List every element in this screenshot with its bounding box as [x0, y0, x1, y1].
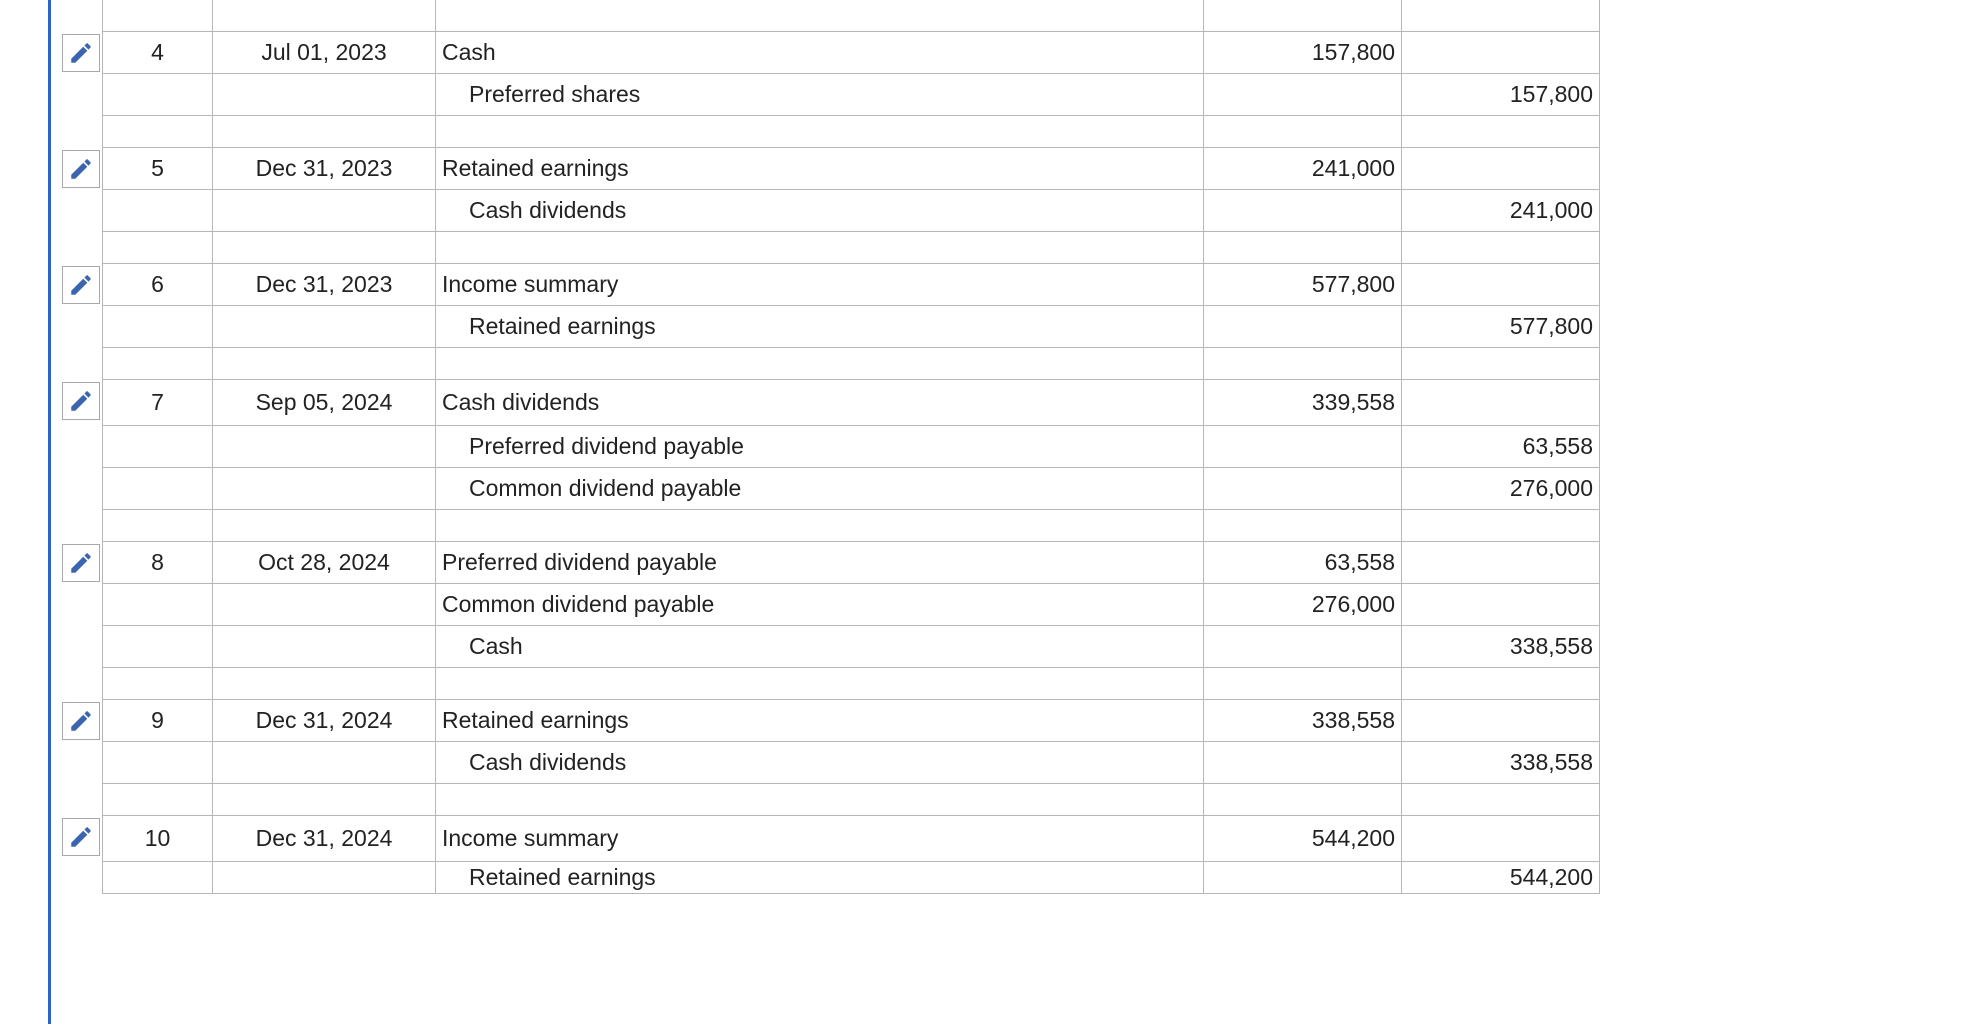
table-row — [103, 700, 1600, 742]
empty-cell — [436, 348, 1204, 380]
spacer-row — [103, 348, 1600, 380]
journal-body — [103, 0, 1600, 894]
edit-entry-button[interactable] — [62, 150, 100, 188]
empty-cell — [436, 668, 1204, 700]
debit-amount-text: 63,558 — [1324, 549, 1395, 575]
pencil-icon — [68, 40, 94, 66]
debit-amount — [1204, 626, 1402, 668]
table-row — [103, 426, 1600, 468]
empty-cell — [1402, 232, 1600, 264]
credit-account — [436, 468, 1204, 510]
empty-cell — [1402, 668, 1600, 700]
debit-account-text: Common dividend payable — [442, 591, 715, 617]
entry-number-text: 9 — [151, 707, 164, 733]
pencil-icon — [68, 388, 94, 414]
empty-cell — [1204, 0, 1402, 32]
debit-account — [436, 380, 1204, 426]
debit-amount — [1204, 468, 1402, 510]
empty-cell — [436, 510, 1204, 542]
spacer-row — [103, 232, 1600, 264]
entry-date-text: Dec 31, 2024 — [255, 707, 393, 733]
entry-number — [103, 32, 213, 74]
entry-number — [103, 306, 213, 348]
table-row — [103, 380, 1600, 426]
credit-account — [436, 190, 1204, 232]
table-row — [103, 468, 1600, 510]
journal-entries-table — [102, 0, 1600, 894]
empty-cell — [1402, 0, 1600, 32]
table-row — [103, 584, 1600, 626]
credit-amount — [1402, 264, 1600, 306]
entry-date-text: Oct 28, 2024 — [258, 549, 390, 575]
spacer-row — [103, 668, 1600, 700]
empty-cell — [213, 0, 436, 32]
credit-account — [436, 74, 1204, 116]
empty-cell — [103, 348, 213, 380]
credit-account-text: Retained earnings — [469, 864, 656, 890]
entry-number — [103, 584, 213, 626]
empty-cell — [213, 784, 436, 816]
table-row — [103, 264, 1600, 306]
debit-account — [436, 542, 1204, 584]
entry-number — [103, 862, 213, 894]
credit-account-text: Cash — [469, 633, 523, 659]
empty-cell — [103, 232, 213, 264]
empty-cell — [103, 116, 213, 148]
credit-amount — [1402, 816, 1600, 862]
entry-number-text: 8 — [151, 549, 164, 575]
table-row — [103, 542, 1600, 584]
credit-account — [436, 426, 1204, 468]
debit-amount-text: 544,200 — [1311, 825, 1395, 851]
credit-account — [436, 742, 1204, 784]
table-row — [103, 74, 1600, 116]
entry-date — [213, 426, 436, 468]
credit-account-text: Common dividend payable — [469, 475, 742, 501]
entry-date — [213, 742, 436, 784]
empty-cell — [213, 116, 436, 148]
credit-amount — [1402, 468, 1600, 510]
empty-cell — [103, 784, 213, 816]
empty-cell — [213, 348, 436, 380]
pencil-icon — [68, 824, 94, 850]
credit-account-text: Preferred shares — [469, 81, 641, 107]
debit-amount — [1204, 32, 1402, 74]
debit-amount — [1204, 742, 1402, 784]
debit-account — [436, 148, 1204, 190]
table-row — [103, 816, 1600, 862]
credit-amount-text: 544,200 — [1509, 864, 1593, 890]
empty-cell — [1402, 116, 1600, 148]
empty-cell — [436, 232, 1204, 264]
entry-number-text: 10 — [144, 825, 171, 851]
credit-account — [436, 306, 1204, 348]
credit-amount — [1402, 584, 1600, 626]
debit-amount — [1204, 306, 1402, 348]
table-row — [103, 148, 1600, 190]
debit-amount — [1204, 426, 1402, 468]
empty-cell — [436, 784, 1204, 816]
debit-amount — [1204, 542, 1402, 584]
credit-account-text: Cash dividends — [469, 749, 627, 775]
debit-amount — [1204, 264, 1402, 306]
entry-number — [103, 148, 213, 190]
empty-cell — [1204, 784, 1402, 816]
entry-date — [213, 584, 436, 626]
credit-amount — [1402, 148, 1600, 190]
credit-amount — [1402, 700, 1600, 742]
credit-amount — [1402, 32, 1600, 74]
credit-amount-text: 577,800 — [1509, 313, 1593, 339]
pencil-icon — [68, 708, 94, 734]
empty-cell — [1204, 232, 1402, 264]
credit-amount — [1402, 74, 1600, 116]
entry-number — [103, 542, 213, 584]
debit-amount — [1204, 380, 1402, 426]
entry-number — [103, 380, 213, 426]
credit-amount-text: 63,558 — [1522, 433, 1593, 459]
credit-amount — [1402, 190, 1600, 232]
entry-number — [103, 190, 213, 232]
entry-date — [213, 264, 436, 306]
entry-number — [103, 264, 213, 306]
debit-account-text: Income summary — [442, 825, 619, 851]
entry-date-text: Sep 05, 2024 — [255, 389, 393, 415]
debit-amount — [1204, 148, 1402, 190]
debit-amount — [1204, 584, 1402, 626]
entry-date — [213, 380, 436, 426]
credit-account-text: Retained earnings — [469, 313, 656, 339]
credit-amount-text: 241,000 — [1509, 197, 1593, 223]
empty-cell — [103, 0, 213, 32]
credit-account — [436, 626, 1204, 668]
debit-account-text: Cash dividends — [442, 389, 600, 415]
empty-cell — [436, 0, 1204, 32]
entry-date — [213, 148, 436, 190]
debit-account-text: Retained earnings — [442, 155, 629, 181]
debit-account-text: Preferred dividend payable — [442, 549, 717, 575]
credit-amount — [1402, 542, 1600, 584]
edit-entry-button[interactable] — [62, 544, 100, 582]
spacer-row — [103, 0, 1600, 32]
entry-date — [213, 468, 436, 510]
spacer-row — [103, 116, 1600, 148]
pencil-icon — [68, 156, 94, 182]
entry-date — [213, 32, 436, 74]
debit-amount — [1204, 74, 1402, 116]
entry-number — [103, 816, 213, 862]
entry-number — [103, 700, 213, 742]
credit-amount — [1402, 426, 1600, 468]
table-row — [103, 626, 1600, 668]
empty-cell — [103, 668, 213, 700]
table-row — [103, 862, 1600, 894]
table-row — [103, 32, 1600, 74]
credit-account — [436, 862, 1204, 894]
entry-number — [103, 426, 213, 468]
debit-amount-text: 276,000 — [1311, 591, 1395, 617]
debit-account — [436, 264, 1204, 306]
table-row — [103, 306, 1600, 348]
debit-amount — [1204, 190, 1402, 232]
entry-date — [213, 626, 436, 668]
debit-account-text: Retained earnings — [442, 707, 629, 733]
entry-date-text: Dec 31, 2023 — [255, 271, 393, 297]
edit-entry-button[interactable] — [62, 34, 100, 72]
edit-entry-button[interactable] — [62, 818, 100, 856]
entry-date-text: Jul 01, 2023 — [261, 39, 387, 65]
empty-cell — [213, 232, 436, 264]
credit-amount — [1402, 862, 1600, 894]
entry-number — [103, 74, 213, 116]
empty-cell — [1204, 668, 1402, 700]
spacer-row — [103, 784, 1600, 816]
entry-number-text: 6 — [151, 271, 164, 297]
entry-date — [213, 700, 436, 742]
table-row — [103, 742, 1600, 784]
credit-amount-text: 338,558 — [1509, 749, 1593, 775]
debit-amount-text: 577,800 — [1311, 271, 1395, 297]
credit-amount-text: 338,558 — [1509, 633, 1593, 659]
entry-date — [213, 306, 436, 348]
debit-account — [436, 584, 1204, 626]
edit-entry-button[interactable] — [62, 266, 100, 304]
credit-amount — [1402, 626, 1600, 668]
entry-date-text: Dec 31, 2024 — [255, 825, 393, 851]
empty-cell — [1402, 348, 1600, 380]
entry-date-text: Dec 31, 2023 — [255, 155, 393, 181]
debit-account-text: Cash — [442, 39, 496, 65]
empty-cell — [1402, 510, 1600, 542]
entry-number-text: 7 — [151, 389, 164, 415]
debit-account — [436, 816, 1204, 862]
credit-account-text: Preferred dividend payable — [469, 433, 744, 459]
pencil-icon — [68, 550, 94, 576]
debit-amount — [1204, 700, 1402, 742]
entry-date — [213, 74, 436, 116]
edit-entry-button[interactable] — [62, 702, 100, 740]
entry-date — [213, 542, 436, 584]
entry-date — [213, 862, 436, 894]
empty-cell — [1204, 348, 1402, 380]
entry-number-text: 5 — [151, 155, 164, 181]
edit-entry-button[interactable] — [62, 382, 100, 420]
empty-cell — [103, 510, 213, 542]
credit-account-text: Cash dividends — [469, 197, 627, 223]
empty-cell — [1204, 510, 1402, 542]
debit-amount — [1204, 862, 1402, 894]
credit-amount — [1402, 306, 1600, 348]
entry-number-text: 4 — [151, 39, 164, 65]
empty-cell — [1402, 784, 1600, 816]
left-accent-bar — [48, 0, 51, 1024]
debit-amount-text: 157,800 — [1311, 39, 1395, 65]
spacer-row — [103, 510, 1600, 542]
credit-amount — [1402, 380, 1600, 426]
debit-amount-text: 339,558 — [1311, 389, 1395, 415]
entry-date — [213, 816, 436, 862]
debit-amount — [1204, 816, 1402, 862]
pencil-icon — [68, 272, 94, 298]
empty-cell — [213, 668, 436, 700]
credit-amount-text: 276,000 — [1509, 475, 1593, 501]
debit-account — [436, 700, 1204, 742]
debit-amount-text: 241,000 — [1311, 155, 1395, 181]
debit-account-text: Income summary — [442, 271, 619, 297]
entry-number — [103, 742, 213, 784]
debit-amount-text: 338,558 — [1311, 707, 1395, 733]
debit-account — [436, 32, 1204, 74]
credit-amount — [1402, 742, 1600, 784]
entry-date — [213, 190, 436, 232]
entry-number — [103, 626, 213, 668]
empty-cell — [1204, 116, 1402, 148]
entry-number — [103, 468, 213, 510]
credit-amount-text: 157,800 — [1509, 81, 1593, 107]
empty-cell — [436, 116, 1204, 148]
empty-cell — [213, 510, 436, 542]
table-row — [103, 190, 1600, 232]
